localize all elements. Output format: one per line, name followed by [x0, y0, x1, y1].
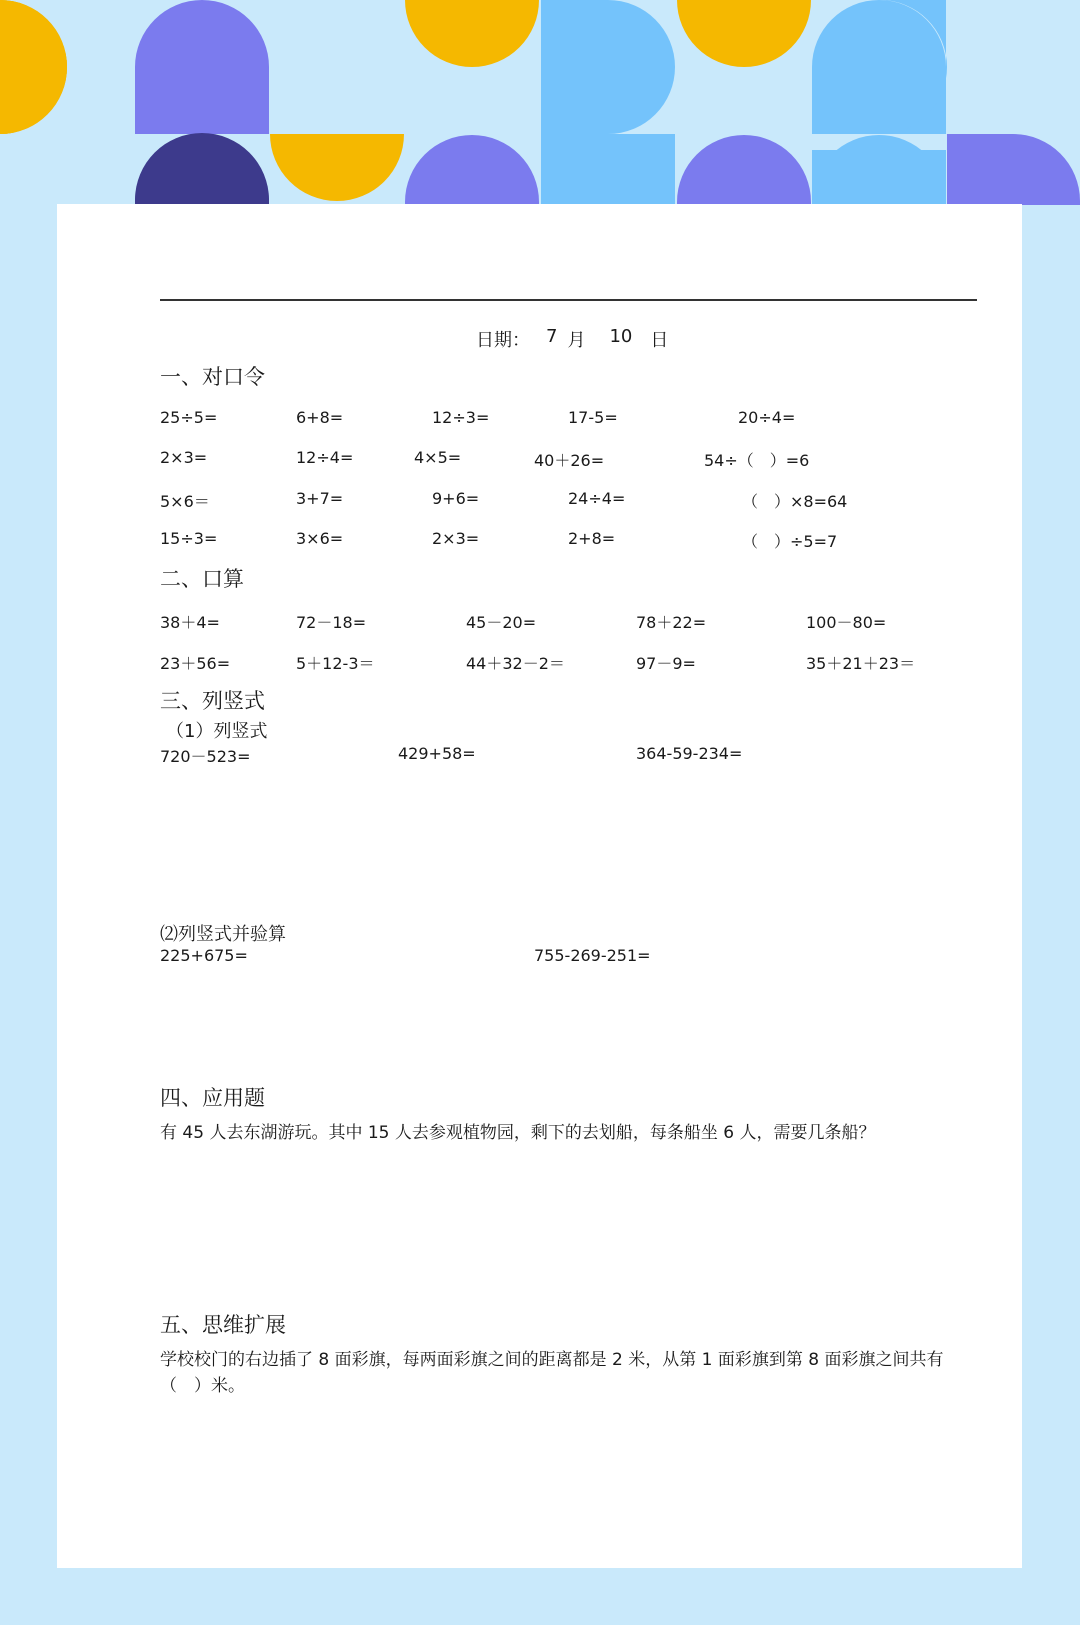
problem: 20÷4=	[738, 408, 796, 427]
decorative-banner	[0, 0, 1080, 205]
section2-title: 二、口算	[160, 567, 244, 591]
problem: 45－20=	[466, 613, 537, 632]
date-month: 7	[546, 326, 558, 347]
problem: 720－523=	[160, 747, 251, 766]
section3-part2-label: ⑵列竖式并验算	[160, 924, 286, 945]
problem: 12÷4=	[296, 448, 354, 467]
date-day-unit: 日	[650, 330, 669, 351]
name-line	[160, 299, 977, 301]
problem: 3×6=	[296, 529, 344, 548]
section1-title: 一、对口令	[160, 365, 265, 389]
problem: （ ）÷5=7	[742, 532, 838, 551]
problem: 4×5=	[414, 448, 462, 467]
problem: 9+6=	[432, 489, 480, 508]
problem: （ ）×8=64	[742, 492, 848, 511]
date-label: 日期：	[476, 330, 530, 351]
date-line	[476, 326, 668, 352]
date-month-unit: 月	[567, 330, 586, 351]
problem: 2×3=	[432, 529, 480, 548]
problem: 2×3=	[160, 448, 208, 467]
problem: 429+58=	[398, 744, 476, 763]
problem: 78＋22=	[636, 613, 707, 632]
problem: 40＋26=	[534, 451, 605, 470]
problem: 97－9=	[636, 654, 696, 673]
problem: 3+7=	[296, 489, 344, 508]
problem: 5＋12-3＝	[296, 654, 375, 673]
date-day: 10	[609, 326, 633, 347]
problem: 5×6＝	[160, 492, 210, 511]
problem: 17-5=	[568, 408, 618, 427]
problem: 755-269-251=	[534, 946, 651, 965]
problem: 6+8=	[296, 408, 344, 427]
section3-part1-label: （1）列竖式	[166, 721, 268, 742]
section5-title: 五、思维扩展	[160, 1313, 286, 1337]
problem: 24÷4=	[568, 489, 626, 508]
problem: 25÷5=	[160, 408, 218, 427]
problem: 35＋21＋23＝	[806, 654, 916, 673]
problem: 15÷3=	[160, 529, 218, 548]
problem: 100－80=	[806, 613, 887, 632]
problem: 38＋4=	[160, 613, 220, 632]
section3-title: 三、列竖式	[160, 689, 265, 713]
thinking-problem-text: 学校校门的右边插了 8 面彩旗，每两面彩旗之间的距离都是 2 米，从第 1 面彩旗到第 8 面彩旗之间共有（ ）米。	[160, 1350, 944, 1396]
problem: 364-59-234=	[636, 744, 743, 763]
problem: 12÷3=	[432, 408, 490, 427]
word-problem-text: 有 45 人去东湖游玩。其中 15 人去参观植物园，剩下的去划船，每条船坐 6 人，需要几条船？	[160, 1123, 876, 1143]
problem: 2+8=	[568, 529, 616, 548]
problem: 23＋56=	[160, 654, 231, 673]
problem: 54÷（ ）=6	[704, 451, 810, 470]
problem: 72－18=	[296, 613, 367, 632]
problem: 44＋32－2＝	[466, 654, 565, 673]
section4-title: 四、应用题	[160, 1086, 265, 1110]
problem: 225+675=	[160, 946, 248, 965]
